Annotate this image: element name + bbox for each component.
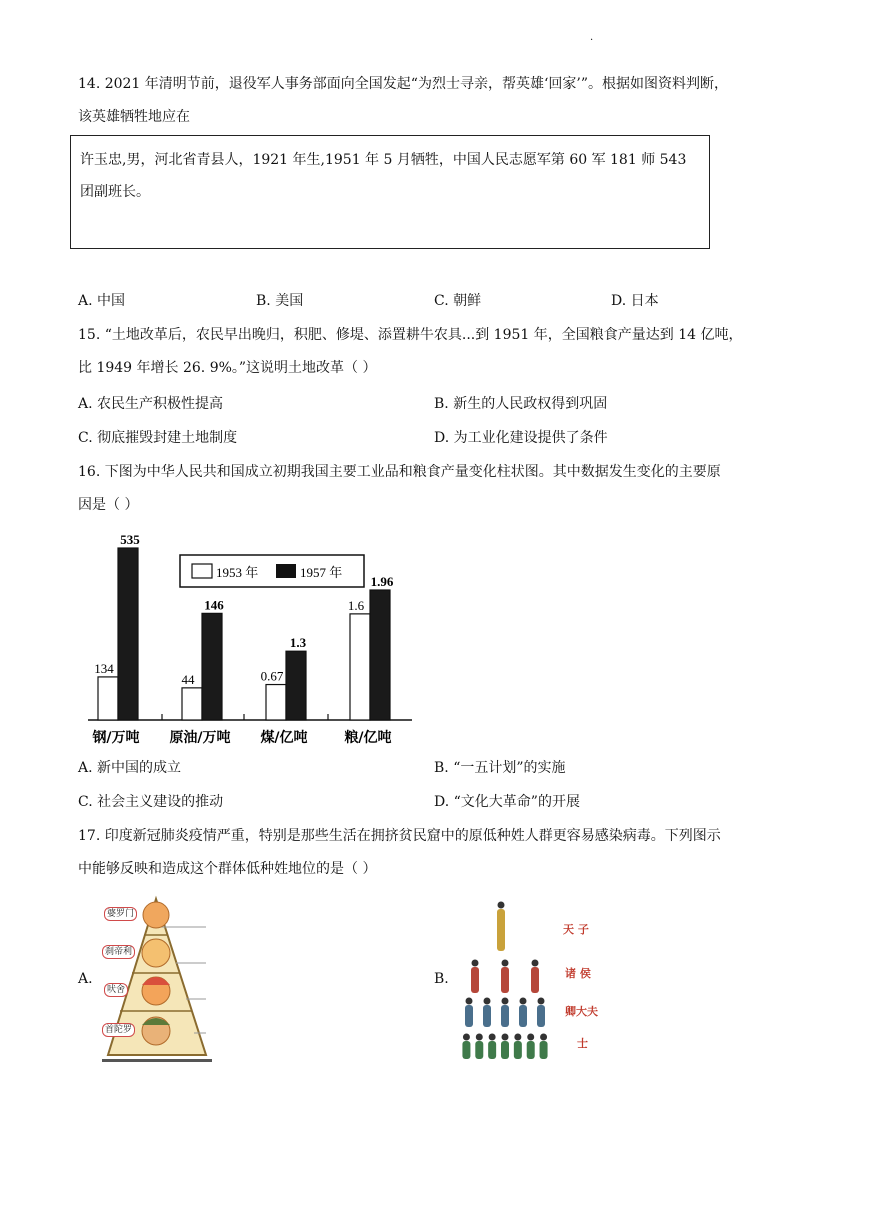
legend-label-1953: 1953 年: [216, 565, 259, 580]
category-label-0: 钢/万吨: [92, 730, 140, 746]
legend-label-1957: 1957 年: [300, 565, 343, 580]
bar-1953-2: [266, 685, 286, 720]
figure-body: [462, 1041, 470, 1059]
q14-source-line2: 团副班长。: [80, 184, 150, 200]
page-dot: .: [590, 32, 594, 43]
pyramid-tag-brahmin: 婆罗门: [104, 907, 137, 921]
pyramid-tag-vaishya: 吠舍: [104, 983, 128, 997]
figure-head: [502, 1034, 509, 1041]
legend-swatch-1957: [276, 564, 296, 578]
figure-body: [465, 1005, 473, 1027]
figure-body: [483, 1005, 491, 1027]
figure-body: [527, 1041, 535, 1059]
figure-head: [472, 960, 479, 967]
figure-head: [527, 1034, 534, 1041]
figure-body: [488, 1041, 496, 1059]
q15-option-b[interactable]: B. 新生的人民政权得到巩固: [434, 396, 608, 412]
figure-head: [538, 998, 545, 1005]
bar-1953-3: [350, 614, 370, 720]
q16-option-a[interactable]: A. 新中国的成立: [78, 760, 182, 776]
figure-head: [502, 960, 509, 967]
figure-head: [540, 1034, 547, 1041]
category-label-3: 粮/亿吨: [344, 730, 392, 746]
label-scholars: 士: [577, 1037, 588, 1050]
bar-1957-1: [202, 613, 222, 720]
production-bar-chart: [80, 525, 420, 750]
data-label-1953-1: 44: [181, 671, 195, 687]
legend-swatch-1953: [192, 564, 212, 578]
q14-option-d[interactable]: D. 日本: [611, 293, 659, 309]
q14-option-c[interactable]: C. 朝鲜: [434, 293, 482, 309]
q14-option-b[interactable]: B. 美国: [256, 293, 304, 309]
data-label-1953-3: 1.6: [347, 597, 365, 613]
q14-option-a[interactable]: A. 中国: [78, 293, 126, 309]
figure-head: [520, 998, 527, 1005]
figure-body: [514, 1041, 522, 1059]
q15-option-d[interactable]: D. 为工业化建设提供了条件: [434, 430, 608, 446]
bar-1957-0: [118, 548, 138, 720]
data-label-1957-2: 1.3: [289, 635, 307, 651]
figure-body: [519, 1005, 527, 1027]
bar-1953-1: [182, 688, 202, 720]
q15-option-a[interactable]: A. 农民生产积极性提高: [78, 396, 224, 412]
data-label-1957-1: 146: [204, 597, 224, 613]
figure-body: [531, 967, 539, 993]
q14-source-box: [70, 135, 710, 249]
q16-option-d[interactable]: D. “文化大革命”的开展: [434, 794, 580, 810]
figure-body: [537, 1005, 545, 1027]
q17-option-b[interactable]: B.: [434, 971, 449, 987]
feudal-hierarchy-image[interactable]: [455, 893, 615, 1065]
q17-stem-line1: 17. 印度新冠肺炎疫情严重，特别是那些生活在拥挤贫民窟中的原低种姓人群更容易感染病毒。下列图示: [78, 828, 721, 844]
q14-stem-line2: 该英雄牺牲地应在: [78, 109, 190, 125]
data-label-1957-3: 1.96: [370, 574, 394, 589]
q14-source-line1: 许玉忠,男，河北省青县人，1921 年生,1951 年 5 月牺牲，中国人民志愿军第 60 军 181 师 543: [80, 152, 687, 168]
q15-stem-line2: 比 1949 年增长 26. 9%。”这说明土地改革（ ）: [78, 360, 377, 376]
figure-body: [501, 967, 509, 993]
figure-body: [471, 967, 479, 993]
bar-1957-2: [286, 651, 306, 720]
figure-head: [484, 998, 491, 1005]
data-label-1953-2: 0.67: [260, 668, 284, 684]
q16-stem-line2: 因是（ ）: [78, 497, 139, 513]
q15-stem-line1: 15. “土地改革后，农民早出晚归，积肥、修堤、添置耕牛农具...到 1951 年，全国粮食产量达到 14 亿吨，: [78, 327, 743, 343]
bar-1957-3: [370, 590, 390, 720]
category-label-1: 原油/万吨: [169, 730, 231, 746]
q15-option-c[interactable]: C. 彻底摧毁封建土地制度: [78, 430, 238, 446]
figure-body: [475, 1041, 483, 1059]
figure-head: [502, 998, 509, 1005]
q16-option-c[interactable]: C. 社会主义建设的推动: [78, 794, 224, 810]
figure-body: [501, 1041, 509, 1059]
pyramid-tag-kshatriya: 刹帝利: [102, 945, 135, 959]
pyramid-tag-shudra: 首陀罗: [102, 1023, 135, 1037]
figure-head: [463, 1034, 470, 1041]
figure-head: [489, 1034, 496, 1041]
figure-head: [498, 902, 505, 909]
label-ministers: 卿大夫: [565, 1005, 598, 1018]
data-label-1957-0: 535: [120, 532, 140, 547]
figure-body: [497, 909, 505, 951]
figure-head: [466, 998, 473, 1005]
figure-body: [501, 1005, 509, 1027]
label-son-of-heaven: 天 子: [563, 923, 589, 936]
q16-option-b[interactable]: B. “一五计划”的实施: [434, 760, 566, 776]
figure-body: [540, 1041, 548, 1059]
figure-head: [514, 1034, 521, 1041]
figure-head: [532, 960, 539, 967]
figure-head: [476, 1034, 483, 1041]
label-feudal-lords: 诸 侯: [565, 967, 591, 980]
q17-stem-line2: 中能够反映和造成这个群体低种姓地位的是（ ）: [78, 861, 377, 877]
bar-1953-0: [98, 677, 118, 720]
figure-rows: [455, 893, 555, 1065]
q17-option-a[interactable]: A.: [78, 971, 93, 987]
caste-pyramid-image[interactable]: [100, 895, 212, 1065]
q14-stem-line1: 14. 2021 年清明节前，退役军人事务部面向全国发起“为烈士寻亲，帮英雄‘回家’”。根据如图资料判断，: [78, 76, 729, 92]
category-label-2: 煤/亿吨: [260, 730, 308, 746]
q16-stem-line1: 16. 下图为中华人民共和国成立初期我国主要工业品和粮食产量变化柱状图。其中数据发生变化的主要原: [78, 464, 721, 480]
chart-legend: [180, 555, 364, 587]
data-label-1953-0: 134: [94, 660, 114, 676]
